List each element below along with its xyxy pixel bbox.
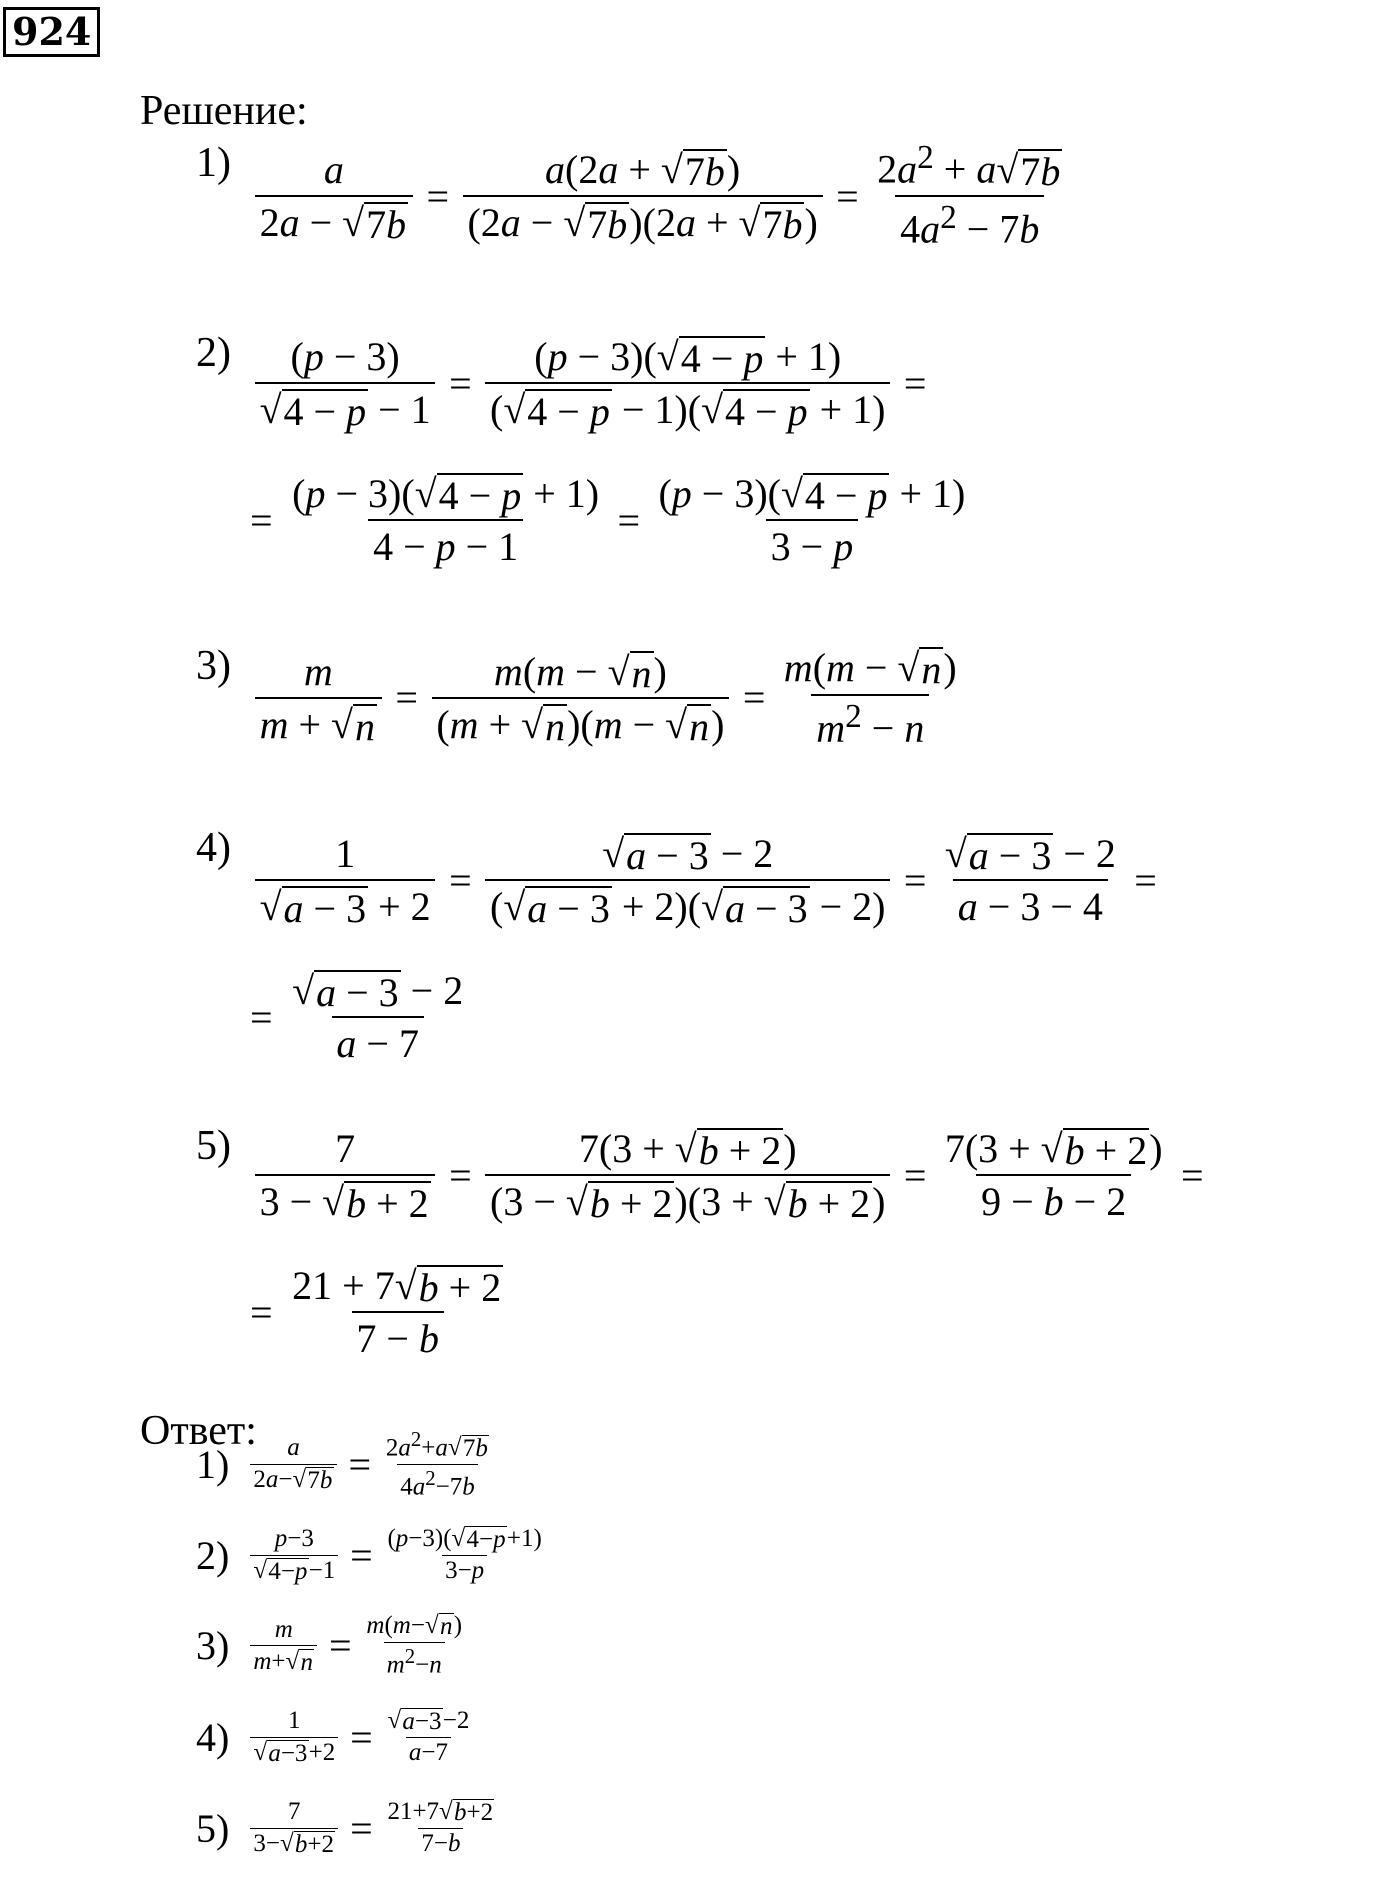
item-label-5: 5) [196,1123,231,1169]
solution-1-equation: a 2a − √ 7b = a(2a + √ 7b ) (2a − √ 7b )(2a + √ 7b ) = $2a^2 + a$ √ 7b $4a^2 - 7b$ [250,139,1072,252]
answer-label-5: 5) [196,1805,230,1851]
answer-label-3: 3) [196,1623,230,1669]
answer-3: 3) m m+ √ n = m(m− √ n ) $m^2-n$ [196,1612,463,1679]
solution-5-equation-line2: = 21 + 7 √ b + 2 7 − b [250,1262,502,1362]
item-label-2: 2) [196,330,231,376]
solution-2-equation-line2: = (p − 3)( √ 4 − p + 1) 4 − p − 1 = (p − 3)( √ 4 − p + 1) 3 − p [250,470,966,570]
solution-heading: Решение: [140,88,308,134]
solution-3-equation: m m + √ n = m(m − √ n ) (m + √ n )(m − √ n ) = m(m − √ n ) $m^2 - n$ [250,644,966,751]
answer-label-2: 2) [196,1532,230,1578]
answer-4: 4) 1 √ a−3 +2 = √ a−3 −2 a−7 [196,1707,470,1767]
answer-label-1: 1) [196,1441,230,1487]
answer-1: 1) a 2a− √ 7b = $2a^2+a$ √ 7b $4a^2-7b$ [196,1426,488,1501]
answer-5: 5) 7 3− √ b+2 = 21+7 √ b+2 7−b [196,1798,494,1858]
answer-heading: Ответ: [140,1408,257,1454]
answer-label-4: 4) [196,1714,230,1760]
answer-2: 2) p−3 √ 4−p −1 = (p−3)( √ 4−p +1) 3−p [196,1525,542,1585]
problem-number: 924 [3,7,100,57]
item-label-4: 4) [196,825,231,871]
item-label-3: 3) [196,643,231,689]
solution-2-equation-line1: (p − 3) √ 4 − p − 1 = (p − 3)( √ 4 − p + 1) ( √ 4 − p − 1)( √ 4 − p + 1) = [250,333,935,434]
solution-5-equation-line1: 7 3 − √ b + 2 = 7(3 + √ b + 2 ) (3 − √ b + 2 )(3 + √ b + 2 ) = 7(3 + √ b + 2 ) 9 − b − 2 = [250,1125,1212,1226]
item-label-1: 1) [196,140,231,186]
solution-4-equation-line2: = √ a − 3 − 2 a − 7 [250,967,464,1067]
solution-4-equation-line1: 1 √ a − 3 + 2 = √ a − 3 − 2 ( √ a − 3 + 2)( √ a − 3 − 2) = √ a − 3 − 2 a − 3 − 4 = [250,830,1166,931]
